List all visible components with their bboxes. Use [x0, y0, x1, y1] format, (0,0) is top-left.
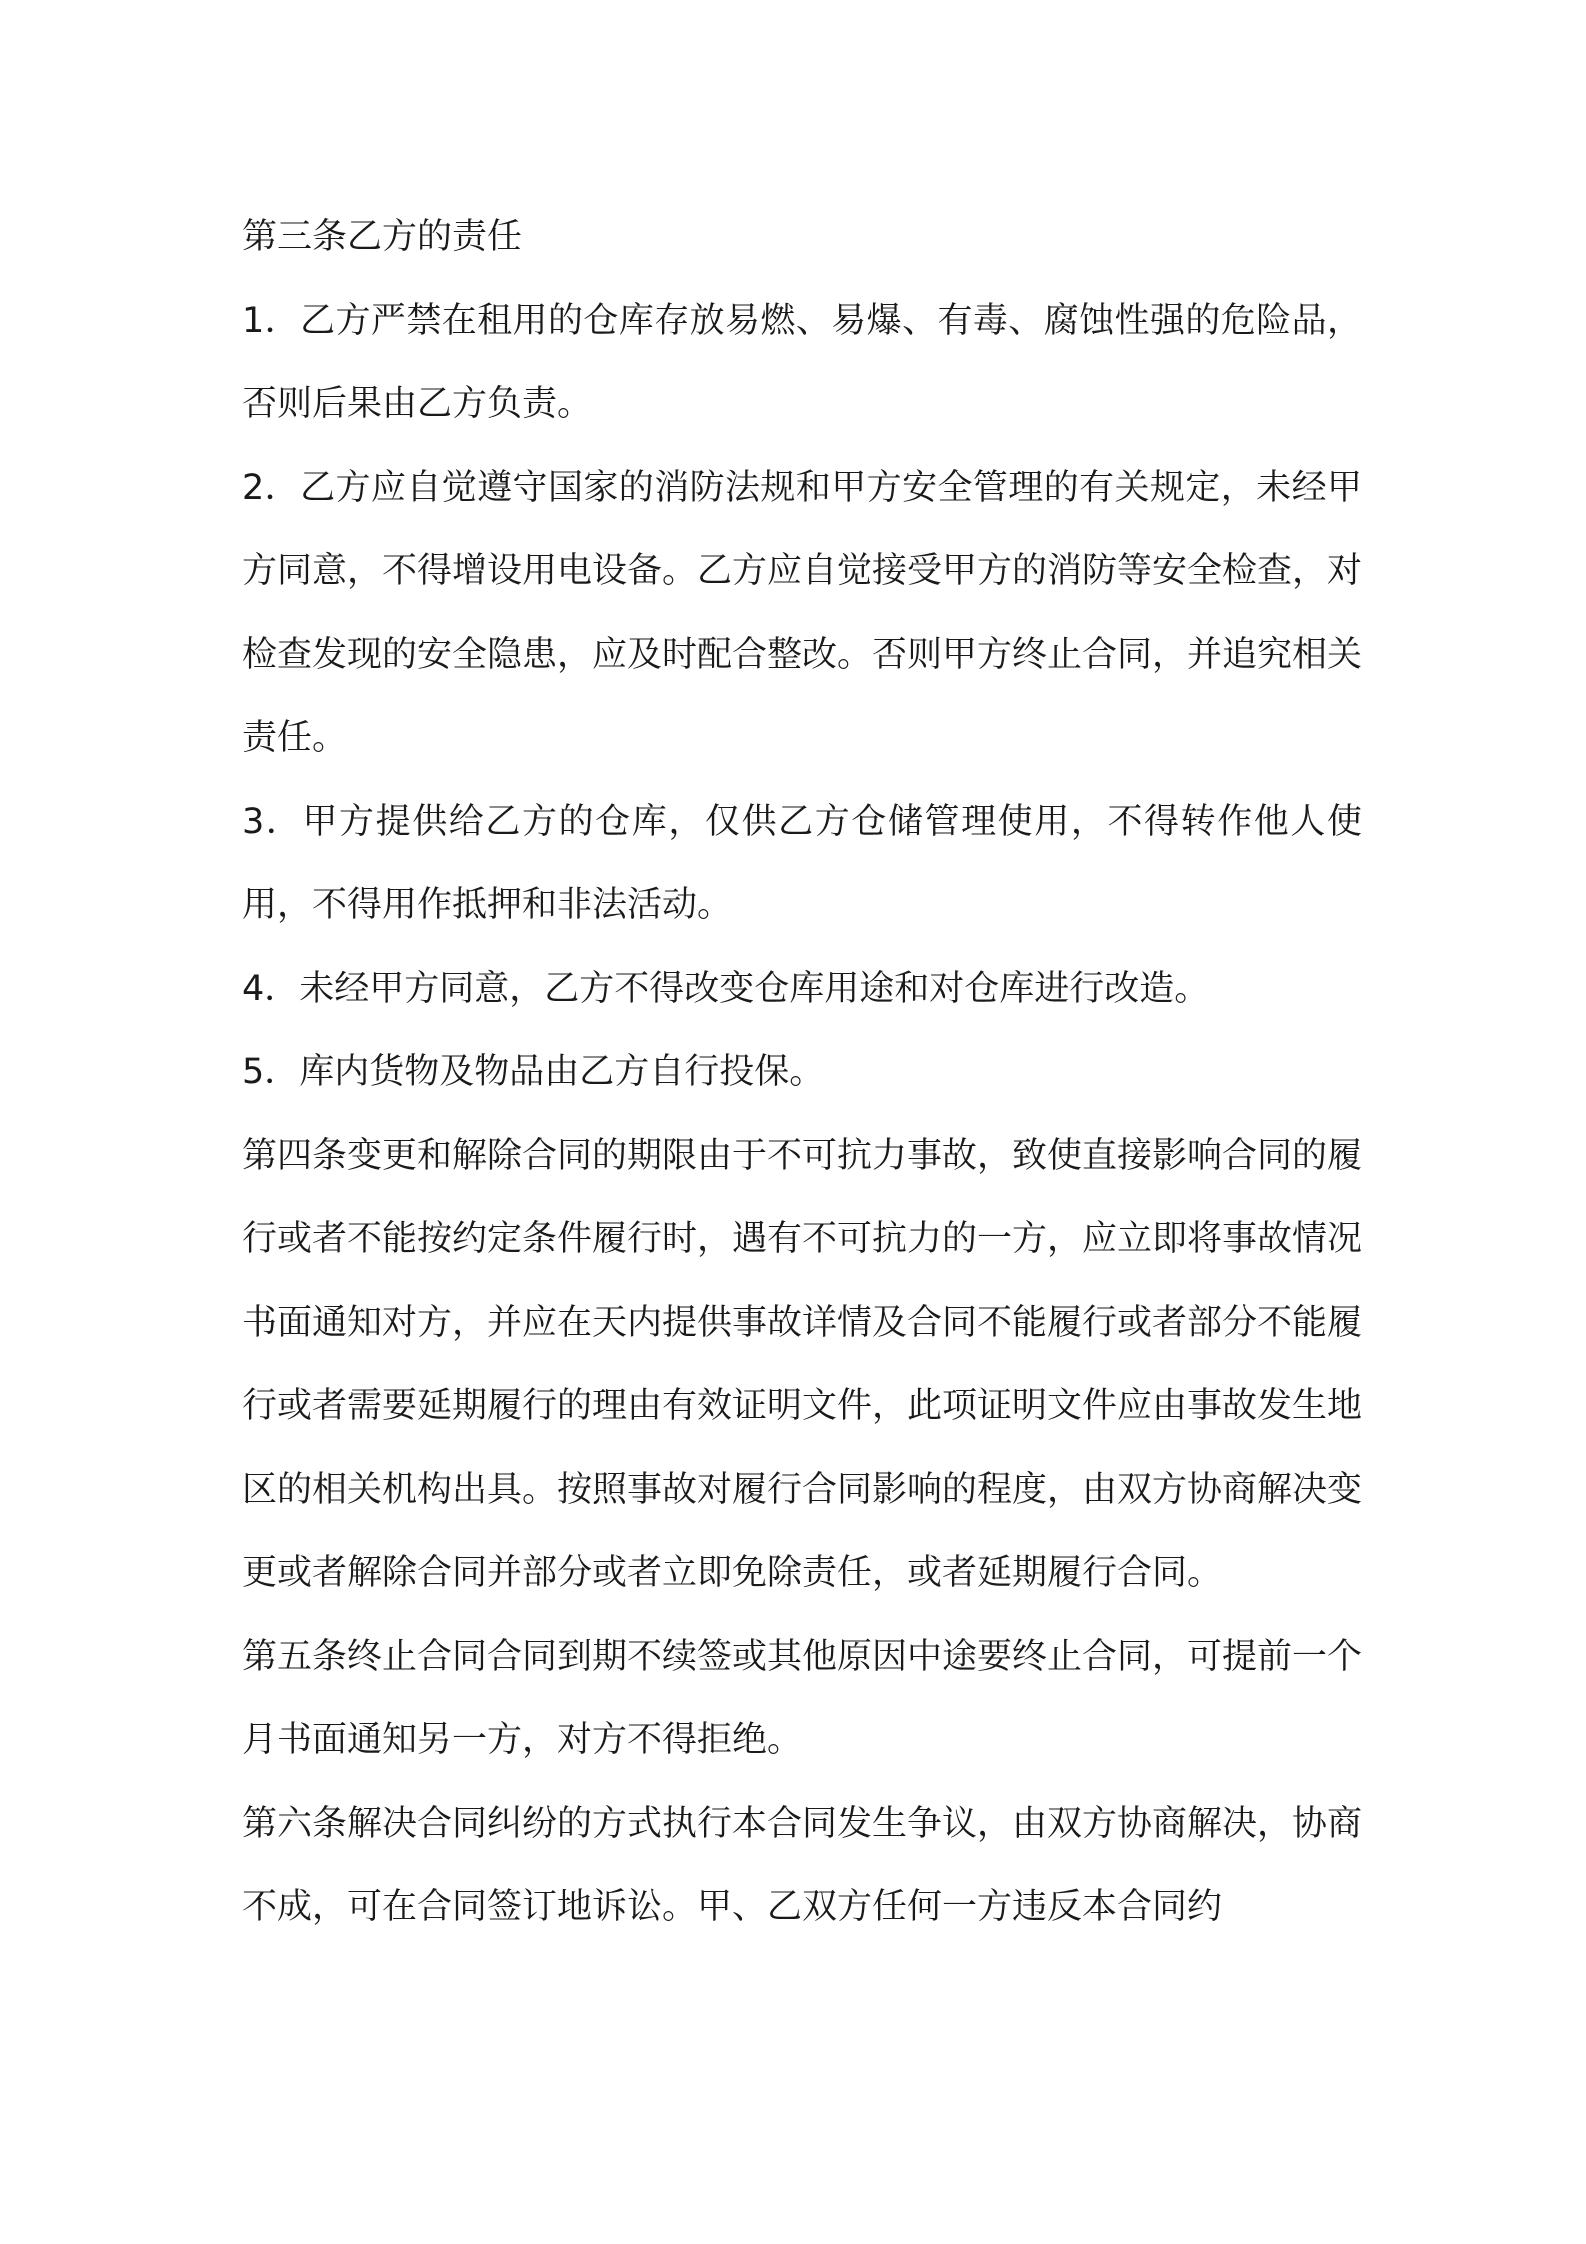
clause-paragraph: 3．甲方提供给乙方的仓库，仅供乙方仓储管理使用，不得转作他人使用，不得用作抵押和非法活动。	[242, 801, 1362, 925]
article-paragraph-6: 第六条解决合同纠纷的方式执行本合同发生争议，由双方协商解决，协商不成，可在合同签订地诉讼。甲、乙双方任何一方违反本合同约	[242, 1803, 1363, 1927]
section-heading-article-3: 第三条乙方的责任	[242, 217, 523, 257]
document-body	[242, 196, 1362, 1950]
clause-paragraph: 2．乙方应自觉遵守国家的消防法规和甲方安全管理的有关规定，未经甲方同意，不得增设用电设备。乙方应自觉接受甲方的消防等安全检查，对检查发现的安全隐患，应及时配合整改。否则甲方终止合同，并追究相关责任。	[242, 467, 1363, 758]
clause-paragraph: 1．乙方严禁在租用的仓库存放易燃、易爆、有毒、腐蚀性强的危险品，否则后果由乙方负责。	[242, 300, 1362, 424]
clause-paragraph: 4．未经甲方同意，乙方不得改变仓库用途和对仓库进行改造。	[242, 968, 1210, 1009]
article-paragraph-4: 第四条变更和解除合同的期限由于不可抗力事故，致使直接影响合同的履行或者不能按约定条件履行时，遇有不可抗力的一方，应立即将事故情况书面通知对方，并应在天内提供事故详情及合同不能履行或者部分不能履行或者需要延期履行的理由有效证明文件，此项证明文件应由事故发生地区的相关机构出具。按照事故对履行合同影响的程度，由双方协商解决变更或者解除合同并部分或者立即免除责任，或者延期履行合同。	[242, 1135, 1363, 1593]
clause-paragraph: 5．库内货物及物品由乙方自行投保。	[242, 1052, 825, 1092]
article-paragraph-5: 第五条终止合同合同到期不续签或其他原因中途要终止合同，可提前一个月书面通知另一方，对方不得拒绝。	[242, 1636, 1363, 1760]
